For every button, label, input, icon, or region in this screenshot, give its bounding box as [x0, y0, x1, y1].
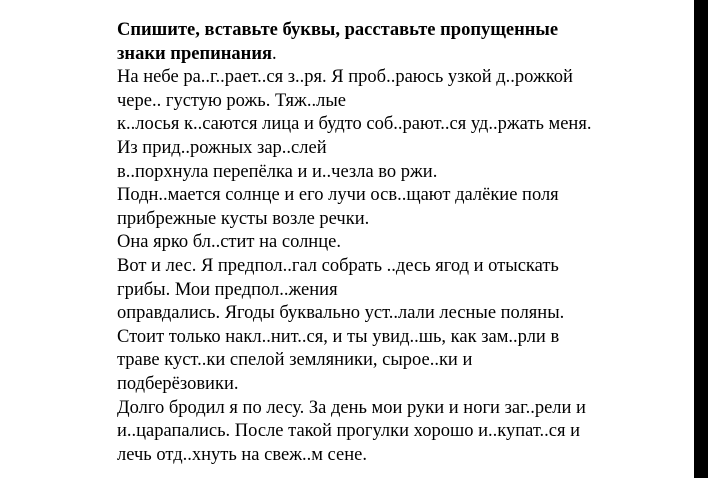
text-line-9: Вот и лес. Я предпол..гал собрать ..десь ягод и отыскать [117, 255, 559, 276]
text-line-7: прибрежные кусты возле речки. [117, 208, 370, 229]
text-line-8: Она ярко бл..стит на солнце. [117, 232, 341, 253]
text-line-14: подберёзовики. [117, 373, 239, 394]
text-line-16: и..царапались. После такой прогулки хорошо и..купат..ся и [117, 421, 581, 442]
text-line-12: Стоит только накл..нит..ся, и ты увид..шь, как зам..рли в [117, 326, 560, 347]
exercise-heading-line-1: Спишите, вставьте буквы, расставьте пропущенные [117, 20, 559, 40]
text-line-10: грибы. Мои предпол..жения [117, 279, 338, 300]
text-line-15: Долго бродил я по лесу. За день мои руки и ноги заг..рели и [117, 397, 586, 418]
text-line-11: оправдались. Ягоды буквально уст..лали лесные поляны. [117, 303, 565, 324]
exercise-heading-line-2 [117, 43, 687, 67]
text-line-5: в..порхнула перепёлка и и..чезла во ржи. [117, 161, 438, 182]
text-line-4: Из прид..рожных зар..слей [117, 137, 327, 158]
exercise-text [117, 19, 687, 467]
exercise-heading-line-2-text: знаки препинания [117, 43, 273, 64]
text-line-3: к..лосья к..саются лица и будто соб..рают..ся уд..ржать меня. [117, 114, 592, 135]
text-line-13: траве куст..ки спелой земляники, сырое..ки и [117, 350, 473, 371]
exercise-heading-period: . [272, 43, 277, 64]
text-line-17: лечь отд..хнуть на свеж..м сене. [117, 444, 367, 465]
text-line-6: Подн..мается солнце и его лучи осв..щают далёкие поля [117, 185, 559, 206]
text-line-2: чере.. густую рожь. Тяж..лые [117, 90, 346, 111]
text-line-1: На небе ра..г..рает..ся з..ря. Я проб..раюсь узкой д..рожкой [117, 67, 573, 88]
